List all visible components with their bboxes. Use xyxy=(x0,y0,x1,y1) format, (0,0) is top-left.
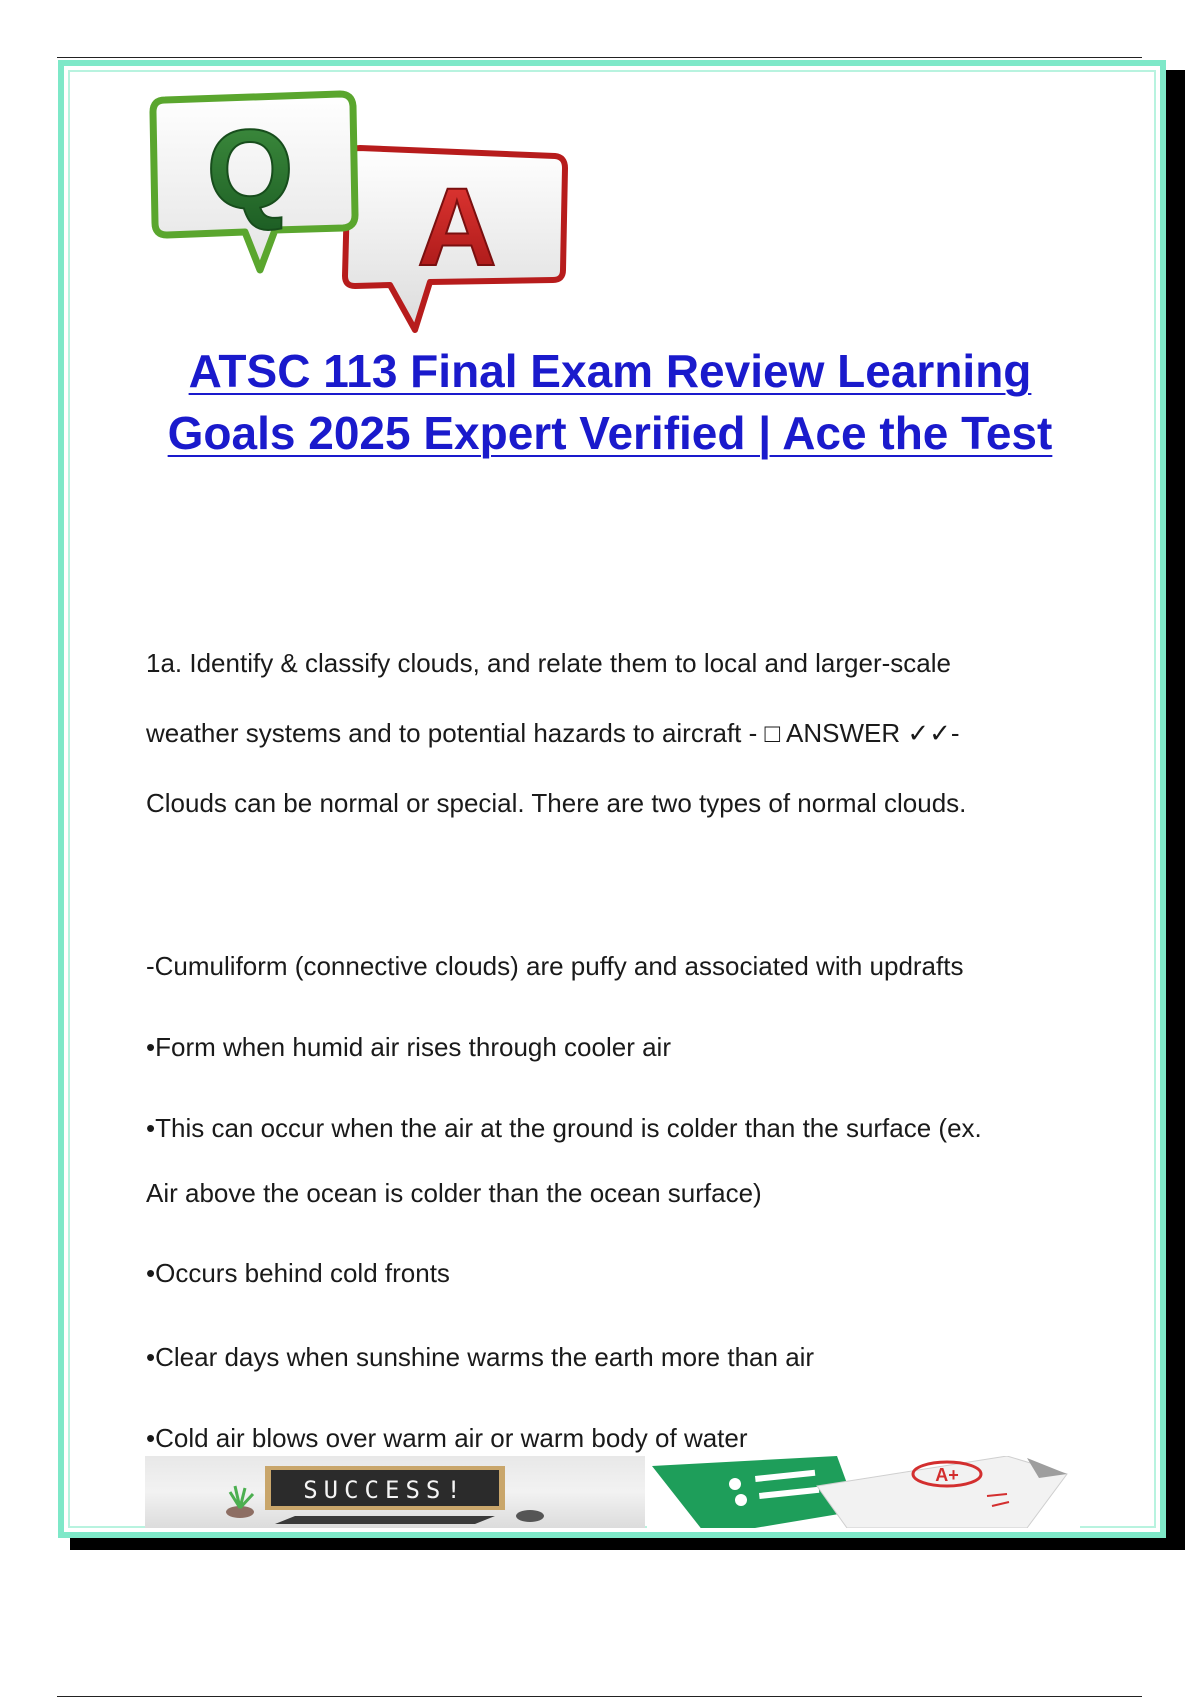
list-item: •Occurs behind cold fronts xyxy=(146,1258,450,1288)
list-item: •Cold air blows over warm air or warm body of water xyxy=(146,1423,748,1453)
answer-line-1: Clouds can be normal or special. There are two types of normal clouds. xyxy=(146,788,967,818)
graded-test-image xyxy=(647,1456,1080,1528)
chalkboard-text: SUCCESS! xyxy=(303,1476,467,1504)
list-item: •This can occur when the air at the ground is colder than the surface (ex. xyxy=(146,1113,982,1143)
qa-logo xyxy=(145,90,585,340)
list-item-continuation: Air above the ocean is colder than the ocean surface) xyxy=(146,1178,762,1208)
footer-banner xyxy=(145,1456,1080,1528)
question-line-1: 1a. Identify & classify clouds, and relate them to local and larger-scale xyxy=(146,648,951,678)
svg-text:Q: Q xyxy=(206,107,294,232)
grade-mark: A+ xyxy=(935,1465,959,1485)
list-item: •Form when humid air rises through cooler air xyxy=(146,1032,671,1062)
document-title xyxy=(130,340,1090,464)
answer-bubble xyxy=(345,148,565,330)
bottom-rule xyxy=(57,1696,1142,1697)
question-bubble xyxy=(153,94,355,270)
svg-text:A: A xyxy=(417,166,497,289)
top-rule xyxy=(57,57,1142,58)
title-line-2: Goals 2025 Expert Verified | Ace the Test xyxy=(167,407,1053,459)
question-line-2: weather systems and to potential hazards to aircraft - □ ANSWER ✓✓- xyxy=(146,718,960,748)
list-item: •Clear days when sunshine warms the earth more than air xyxy=(146,1342,815,1372)
list-heading-cumuliform: -Cumuliform (connective clouds) are puffy and associated with updrafts xyxy=(146,951,964,981)
success-chalkboard-image xyxy=(145,1456,645,1528)
title-line-1: ATSC 113 Final Exam Review Learning xyxy=(188,345,1032,397)
